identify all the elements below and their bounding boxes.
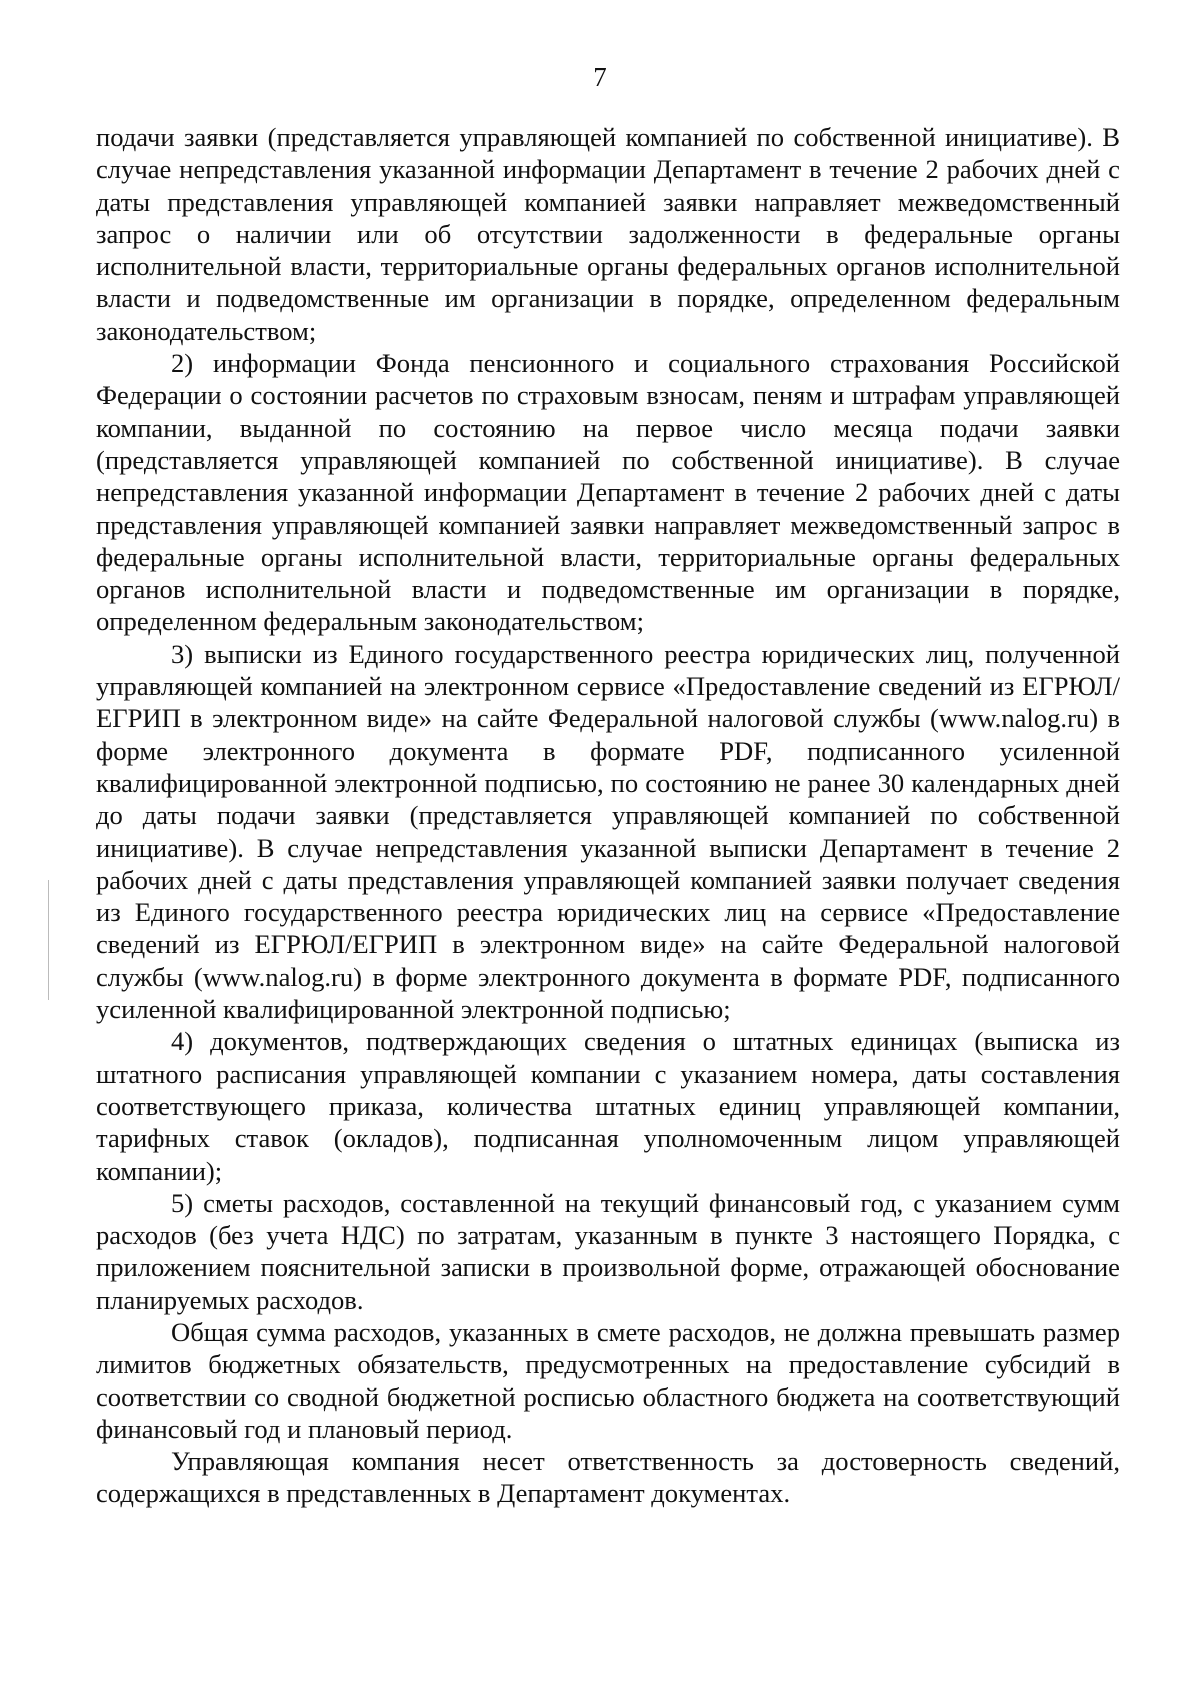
page-number: 7 xyxy=(593,62,607,92)
paragraph-continuation: подачи заявки (представляется управляющей компанией по собственной инициативе). В случае непредставления указанной информации Департамент в течение 2 рабочих дней с даты представления управляющей компанией заявки направляет межведомственный запрос о наличии или об отсутствии задолженности в федеральные органы исполнительной власти, территориальные органы федеральных органов исполнительной власти и подведомственные им организации в порядке, определенном федеральным законодательством; xyxy=(96,122,1120,346)
paragraph-item-2: 2) информации Фонда пенсионного и социального страхования Российской Федерации о состоянии расчетов по страховым взносам, пеням и штрафам управляющей компании, выданной по состоянию на первое число месяца подачи заявки (представляется управляющей компанией по собственной инициативе). В случае непредставления указанной информации Департамент в течение 2 рабочих дней с даты представления управляющей компанией заявки направляет межведомственный запрос в федеральные органы исполнительной власти, территориальные органы федеральных органов исполнительной власти и подведомственные им организации в порядке, определенном федеральным законодательством; xyxy=(96,348,1120,637)
scan-margin-mark xyxy=(48,880,49,1000)
document-body xyxy=(96,121,1120,1510)
paragraph-item-5: 5) сметы расходов, составленной на текущий финансовый год, с указанием сумм расходов (без учета НДС) по затратам, указанным в пункте 3 настоящего Порядка, с приложением пояснительной записки в произвольной форме, отражающей обоснование планируемых расходов. xyxy=(96,1187,1120,1315)
paragraph-item-4: 4) документов, подтверждающих сведения о штатных единицах (выписка из штатного расписания управляющей компании с указанием номера, даты составления соответствующего приказа, количества штатных единиц управляющей компании, тарифных ставок (окладов), подписанная уполномоченным лицом управляющей компании); xyxy=(96,1026,1120,1186)
paragraph-total-expenses: Общая сумма расходов, указанных в смете расходов, не должна превышать размер лимитов бюджетных обязательств, предусмотренных на предоставление субсидий в соответствии со сводной бюджетной росписью областного бюджета на соответствующий финансовый год и плановый период. xyxy=(96,1316,1120,1444)
paragraph-item-3: 3) выписки из Единого государственного реестра юридических лиц, полученной управляющей компанией на электронном сервисе «Предоставление сведений из ЕГРЮЛ/ЕГРИП в электронном виде» на сайте Федеральной налоговой службы (www.nalog.ru) в форме электронного документа в формате PDF, подписанного усиленной квалифицированной электронной подписью, по состоянию не ранее 30 календарных дней до даты подачи заявки (представляется управляющей компанией по собственной инициативе). В случае непредставления указанной выписки Департамент в течение 2 рабочих дней с даты представления управляющей компанией заявки получает сведения из Единого государственного реестра юридических лиц на сервисе «Предоставление сведений из ЕГРЮЛ/ЕГРИП в электронном виде» на сайте Федеральной налоговой службы (www.nalog.ru) в форме электронного документа в формате PDF, подписанного усиленной квалифицированной электронной подписью; xyxy=(96,638,1120,1025)
paragraph-responsibility: Управляющая компания несет ответственность за достоверность сведений, содержащихся в представленных в Департамент документах. xyxy=(96,1446,1120,1509)
